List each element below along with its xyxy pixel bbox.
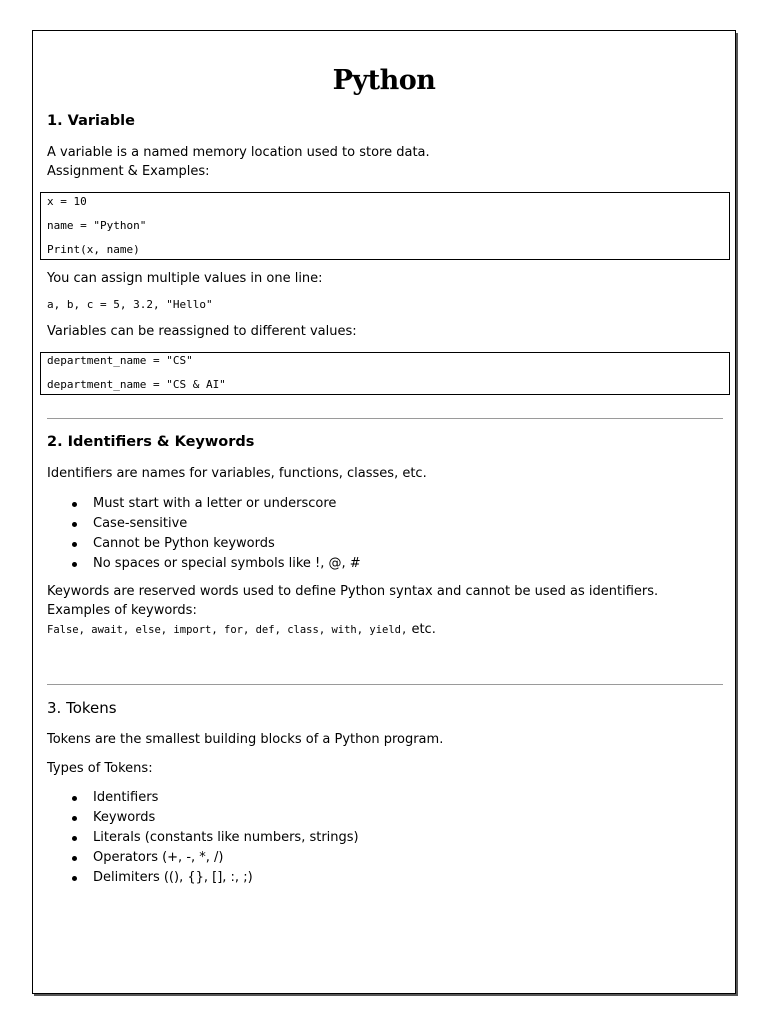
code-block-assignment: [40, 192, 730, 260]
section-divider: [47, 418, 723, 419]
bullet-icon: [72, 876, 77, 881]
bullet-icon: [72, 856, 77, 861]
list-item: Identifiers: [47, 788, 359, 808]
multi-assign-code: a, b, c = 5, 3.2, "Hello": [47, 298, 213, 311]
code-block-reassign: [40, 352, 730, 395]
bullet-icon: [72, 796, 77, 801]
section-heading-identifiers: 2. Identifiers & Keywords: [47, 434, 255, 450]
code-line: x = 10: [47, 195, 87, 208]
list-item: Operators (+, -, *, /): [47, 848, 359, 868]
list-item: Must start with a letter or underscore: [47, 494, 361, 514]
document-page: [32, 30, 736, 994]
section-divider: [47, 684, 723, 685]
code-line: Print(x, name): [47, 243, 140, 256]
keywords-text: Keywords are reserved words used to define Python syntax and cannot be used as identifiers.: [47, 584, 659, 599]
list-item: Delimiters ((), {}, [], :, ;): [47, 868, 359, 888]
code-line: department_name = "CS": [47, 354, 193, 367]
section-heading-variable: 1. Variable: [47, 113, 135, 129]
list-item: Case-sensitive: [47, 514, 361, 534]
bullet-icon: [72, 502, 77, 507]
keywords-suffix: etc.: [407, 622, 436, 637]
page-title: Python: [332, 65, 436, 96]
variable-intro-line2: Assignment & Examples:: [47, 164, 210, 179]
bullet-icon: [72, 542, 77, 547]
variable-intro-line1: A variable is a named memory location used to store data.: [47, 145, 430, 160]
token-types-list: [47, 788, 359, 888]
keywords-examples-label: Examples of keywords:: [47, 603, 197, 618]
bullet-icon: [72, 522, 77, 527]
list-item: No spaces or special symbols like !, @, #: [47, 554, 361, 574]
identifiers-intro: Identifiers are names for variables, functions, classes, etc.: [47, 466, 427, 481]
keywords-examples: [47, 622, 436, 637]
multi-assign-text: You can assign multiple values in one line:: [47, 271, 323, 286]
bullet-icon: [72, 816, 77, 821]
code-line: name = "Python": [47, 219, 147, 232]
tokens-types-label: Types of Tokens:: [47, 761, 153, 776]
section-heading-tokens: 3. Tokens: [47, 699, 117, 717]
list-item: Keywords: [47, 808, 359, 828]
keywords-list: False, await, else, import, for, def, class, with, yield,: [47, 624, 408, 636]
code-line: department_name = "CS & AI": [47, 378, 226, 391]
list-item: Cannot be Python keywords: [47, 534, 361, 554]
reassign-text: Variables can be reassigned to different values:: [47, 324, 357, 339]
bullet-icon: [72, 836, 77, 841]
identifier-rules-list: [47, 494, 361, 574]
tokens-intro: Tokens are the smallest building blocks of a Python program.: [47, 732, 444, 747]
list-item: Literals (constants like numbers, strings): [47, 828, 359, 848]
bullet-icon: [72, 562, 77, 567]
